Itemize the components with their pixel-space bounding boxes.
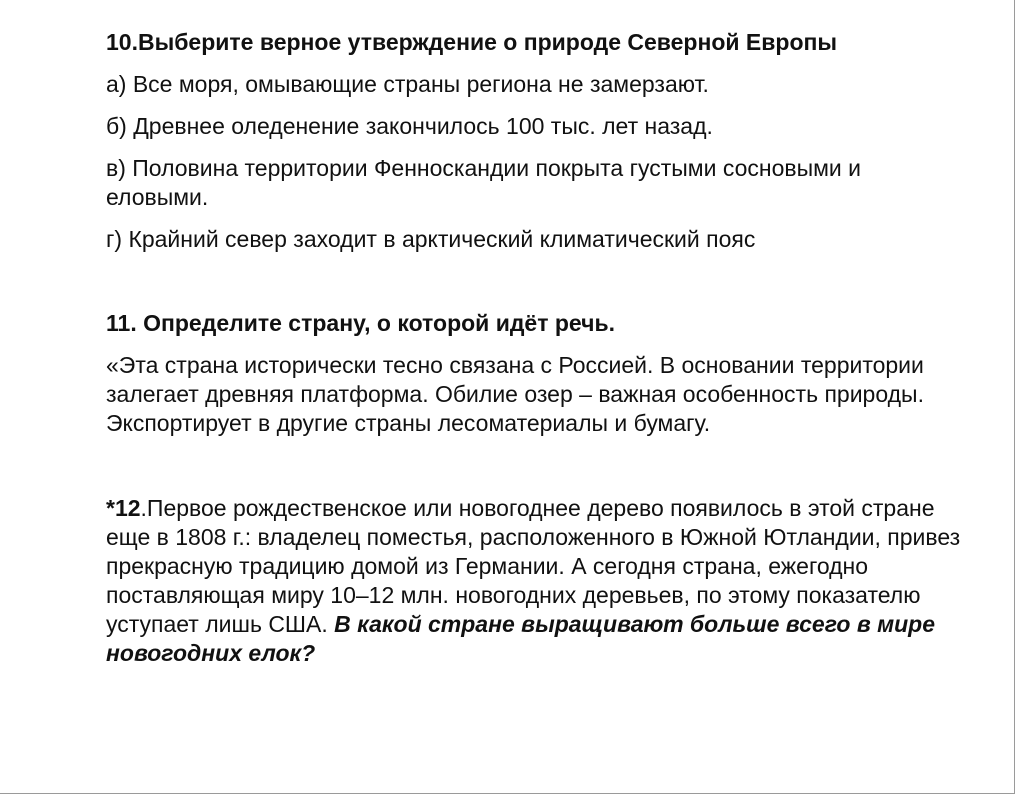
question-11-text: «Эта страна исторически тесно связана с Россией. В основании территории залегает древняя платформа. Обилие озер – важная особенность природы. Экспортирует в другие страны лесоматериалы и бумагу. (106, 352, 924, 436)
spacer (106, 267, 966, 309)
question-12-question: В какой стране выращивают больше всего в мире новогодних елок? (106, 611, 936, 666)
question-10-heading: 10.Выберите верное утверждение о природе Северной Европы (106, 29, 838, 55)
question-12 (106, 494, 966, 668)
document-content (106, 28, 966, 668)
spacer (106, 438, 966, 494)
question-12-body: .Первое рождественское или новогоднее дерево появилось в этой стране еще в 1808 г.: владелец поместья, расположенного в Южной Ютландии, привез прекрасную традицию домой из Германии. А сегодня страна, ежегодно поставляющая миру 10–12 млн. новогодних деревьев, по этому показателю уступает лишь США. (106, 495, 961, 637)
question-10-option-a: а) Все моря, омывающие страны региона не замерзают. (106, 71, 709, 97)
question-11 (106, 309, 966, 438)
question-10-option-b: б) Древнее оледенение закончилось 100 тыс. лет назад. (106, 113, 713, 139)
question-10-option-c: в) Половина территории Фенноскандии покрыта густыми сосновыми и еловыми. (106, 155, 862, 210)
question-10-option-d: г) Крайний север заходит в арктический климатический пояс (106, 226, 756, 252)
question-12-text (106, 494, 966, 668)
question-12-number: *12 (106, 495, 141, 521)
question-11-heading: 11. Определите страну, о которой идёт речь. (106, 310, 616, 336)
question-10 (106, 28, 966, 254)
